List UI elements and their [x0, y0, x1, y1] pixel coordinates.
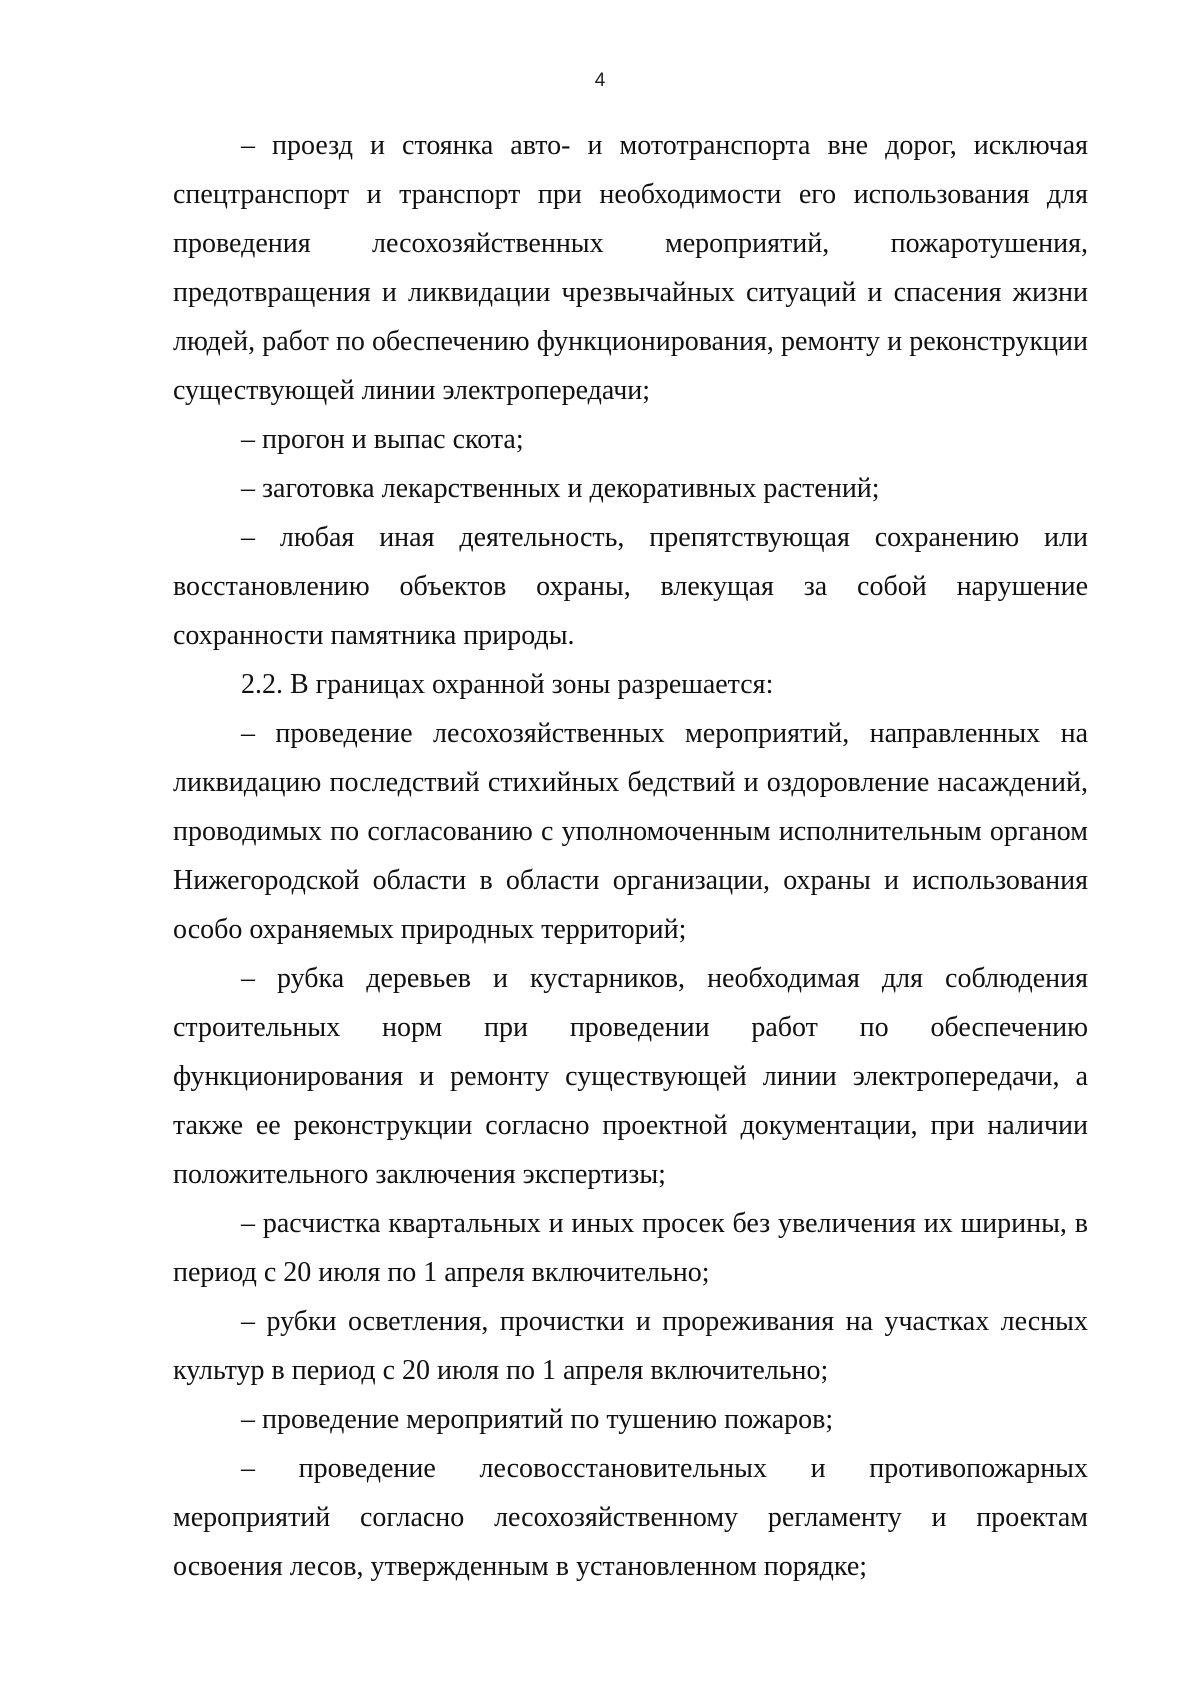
document-body	[173, 121, 1088, 1591]
section-heading-permitted-activities: 2.2. В границах охранной зоны разрешается:	[241, 669, 774, 700]
paragraph-prohibited-plant-harvesting: – заготовка лекарственных и декоративных растений;	[241, 473, 880, 504]
paragraph-permitted-thinning: – рубки осветления, прочистки и прореживания на участках лесных культур в период с 20 июля по 1 апреля включительно;	[173, 1306, 1088, 1386]
paragraph-permitted-forestry-measures: – проведение лесохозяйственных мероприятий, направленных на ликвидацию последствий стихийных бедствий и оздоровление насаждений, проводимых по согласованию с уполномоченным исполнительным органом Нижегородской области в области организации, охраны и использования особо охраняемых природных территорий;	[173, 718, 1088, 945]
paragraph-permitted-reforestation: – проведение лесовосстановительных и противопожарных мероприятий согласно лесохозяйственному регламенту и проектам освоения лесов, утвержденным в установленном порядке;	[173, 1453, 1088, 1582]
paragraph-prohibited-grazing: – прогон и выпас скота;	[241, 424, 524, 455]
paragraph-permitted-firefighting: – проведение мероприятий по тушению пожаров;	[241, 1404, 834, 1435]
paragraph-prohibited-vehicle-traffic: – проезд и стоянка авто- и мототранспорта вне дорог, исключая спецтранспорт и транспорт при необходимости его использования для проведения лесохозяйственных мероприятий, пожаротушения, предотвращения и ликвидации чрезвычайных ситуаций и спасения жизни людей, работ по обеспечению функционирования, ремонту и реконструкции существующей линии электропередачи;	[173, 130, 1088, 406]
paragraph-prohibited-other-activity: – любая иная деятельность, препятствующая сохранению или восстановлению объектов охраны, влекущая за собой нарушение сохранности памятника природы.	[173, 522, 1088, 651]
page-number: 4	[594, 70, 606, 91]
paragraph-permitted-tree-cutting: – рубка деревьев и кустарников, необходимая для соблюдения строительных норм при проведении работ по обеспечению функционирования и ремонту существующей линии электропередачи, а также ее реконструкции согласно проектной документации, при наличии положительного заключения экспертизы;	[173, 963, 1088, 1190]
paragraph-permitted-clearing: – расчистка квартальных и иных просек без увеличения их ширины, в период с 20 июля по 1 апреля включительно;	[173, 1208, 1088, 1288]
